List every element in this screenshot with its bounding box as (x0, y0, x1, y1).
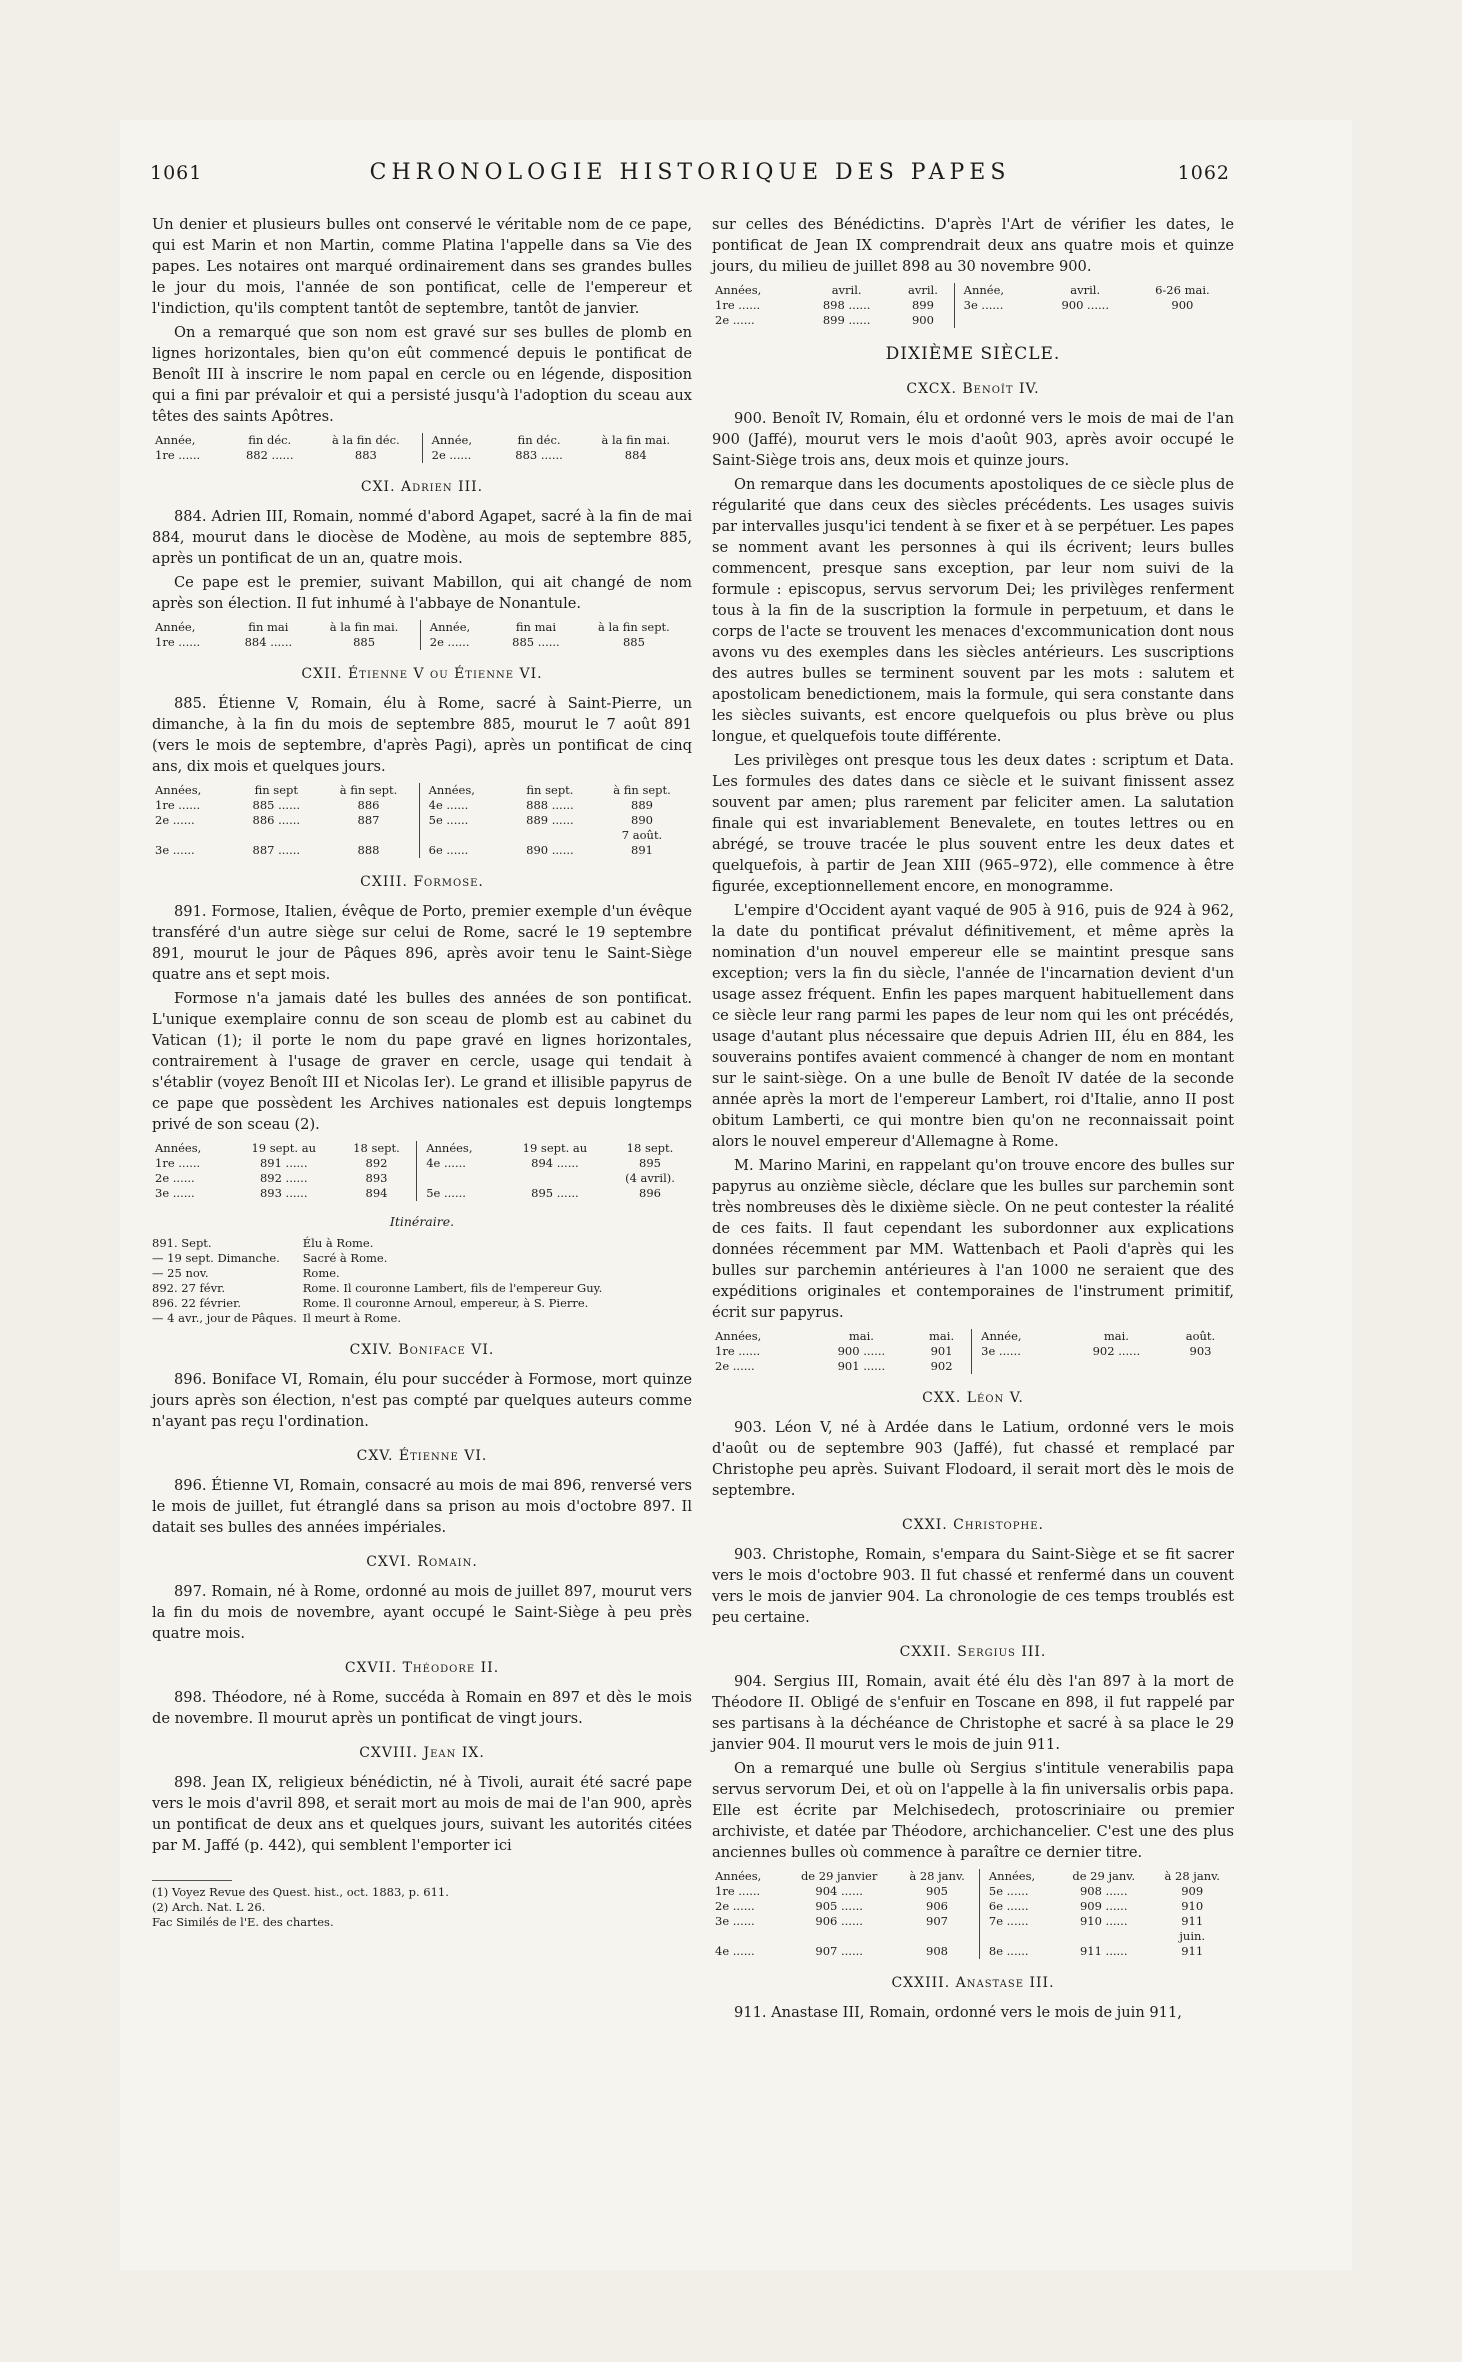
paragraph: Les privilèges ont presque tous les deux dates : scriptum et Data. Les formules des dates dans ce siècle et le suivant finissent assez souvent par amen; plus rarement par feliciter amen. La salutation finale qui est invariablement Benevalete, en toutes lettres ou en abrégé, se trouve tracée le plus souvent entre les deux dates et quelquefois, à partir de Jean XIII (965–972), elle commence à être figurée, exceptionnellement encore, en monogramme. (712, 752, 1234, 895)
itinerary-table (152, 1236, 608, 1326)
table-cell: à la fin sept. (598, 620, 670, 634)
table-cell: 2e ...... (431, 448, 472, 462)
section-title: CXX. Léon V. (922, 1390, 1024, 1406)
itinerary-title: Itinéraire. (389, 1214, 455, 1229)
table-cell: 911 (1181, 1914, 1204, 1928)
table-cell: fin mai (515, 620, 557, 634)
paragraph: Un denier et plusieurs bulles ont conservé le véritable nom de ce pape, qui est Marin et non Martin, comme Platina l'appelle dans sa Vie des papes. Les notaires ont marqué ordinairement dans ses grandes bulles le jour du mois, l'année de son pontificat, celle de l'empereur et l'indiction, qu'ils comptent tantôt de septembre, tantôt de janvier. (152, 216, 692, 317)
table-cell (978, 1359, 1066, 1374)
paragraph: Formose n'a jamais daté les bulles des années de son pontificat. L'unique exemplaire connu de son sceau de plomb est au cabinet du Vatican (1); il porte le nom du pape gravé en lignes horizontales, contrairement à l'usage de graver en cercle, usage qui tendait à s'établir (voyez Benoît III et Nicolas Ier). Le grand et illisible papyrus de ce pape que possèdent les Archives nationales est depuis longtemps privé de son sceau (2). (152, 990, 692, 1133)
table-cell: 909 ...... (1079, 1899, 1128, 1913)
table-cell: 911 (1181, 1944, 1204, 1958)
section-title: CXI. Adrien III. (360, 479, 484, 495)
table-row (152, 798, 692, 813)
table-cell: Années, (428, 783, 475, 797)
table-cell: 2e ...... (429, 635, 470, 649)
table-row (712, 1359, 1234, 1374)
left-column (152, 214, 692, 1930)
table-cell: 895 (639, 1156, 661, 1170)
table-cell: 906 ...... (815, 1914, 863, 1928)
table-cell: 886 ...... (252, 813, 301, 827)
table-cell: mai. (848, 1329, 874, 1343)
section-title: CXVIII. Jean IX. (359, 1745, 485, 1761)
table-cell: 900 ...... (837, 1344, 886, 1358)
table-cell (152, 828, 234, 843)
table-row (152, 635, 692, 650)
table-cell (986, 1929, 1057, 1944)
table-cell: 902 (930, 1359, 953, 1373)
table-row (712, 1944, 1234, 1959)
paragraph: 898. Jean IX, religieux bénédictin, né à Tivoli, aurait été sacré pape vers le mois d'avril 898, et serait mort au mois de mai de l'an 900, après un pontificat de deux ans et quelques jours, suivant les autorités citées par M. Jaffé (p. 442), qui semblent l'emporter ici (152, 1774, 692, 1854)
table-cell: 908 (926, 1944, 948, 1958)
table-cell (1066, 1359, 1167, 1374)
table-cell (423, 1171, 502, 1186)
table-cell: 18 sept. (353, 1141, 400, 1155)
table-cell: 892 ...... (259, 1171, 308, 1185)
itinerary-date: — 19 sept. Dimanche. (152, 1251, 280, 1265)
table-cell: 907 (926, 1914, 948, 1928)
itinerary-row (152, 1296, 608, 1311)
table-cell: 19 sept. au (522, 1141, 588, 1155)
table-cell: 901 ...... (837, 1359, 886, 1373)
table-cell: 898 ...... (822, 298, 871, 312)
table-cell: 884 ...... (244, 635, 293, 649)
table-row (712, 1914, 1234, 1929)
table-cell: 893 ...... (259, 1186, 308, 1200)
table-cell: 6-26 mai. (1155, 283, 1210, 297)
table-cell: 4e ...... (426, 1156, 466, 1170)
table-cell (1167, 1359, 1234, 1374)
table-cell: 885 (353, 635, 376, 649)
table-cell: Années, (715, 1869, 762, 1883)
table-cell: 1re ...... (155, 635, 201, 649)
table-cell: à la fin mai. (329, 620, 399, 634)
table-cell: 885 ...... (252, 798, 301, 812)
section-title: CXXIII. Anastase III. (891, 1975, 1055, 1991)
table-cell: 905 ...... (815, 1899, 863, 1913)
paragraph: On a remarqué que son nom est gravé sur ses bulles de plomb en lignes horizontales, bien qu'on eût commencé depuis le pontificat de Benoît III à inscrire le nom papal en cercle ou en légende, disposition qui a fini par prévaloir et qui a persisté jusqu'à l'adoption du sceau aux têtes des saints Apôtres. (152, 324, 692, 425)
paragraph: 903. Léon V, né à Ardée dans le Latium, ordonné vers le mois d'août ou de septembre 903 (Jaffé), fut chassé et remplacé par Christophe peu après. Suivant Flodoard, il serait mort dès le mois de septembre. (712, 1419, 1234, 1499)
table-cell: 908 ...... (1079, 1884, 1128, 1898)
paragraph: 896. Boniface VI, Romain, élu pour succéder à Formose, mort quinze jours après son élection, n'est pas compté par quelques auteurs comme n'ayant pas reçu l'ordination. (152, 1371, 692, 1430)
table-cell: 5e ...... (428, 813, 469, 827)
table-cell: Année, (981, 1329, 1022, 1343)
table-cell: 2e ...... (715, 313, 755, 327)
table-cell: 910 (1181, 1899, 1204, 1913)
table-cell: fin mai (248, 620, 289, 634)
table-cell: 894 ...... (531, 1156, 579, 1170)
table-cell: Année, (431, 433, 473, 447)
table-cell: à la fin déc. (332, 433, 400, 447)
section-title: CXXII. Sergius III. (899, 1644, 1047, 1660)
table-cell: 899 (911, 298, 934, 312)
table-cell: fin sept. (526, 783, 574, 797)
table-row (152, 783, 692, 798)
paragraph: On remarque dans les documents apostoliques de ce siècle plus de régularité que dans ceux des siècles précédents. Les usages suivis par intervalles jusqu'ici tendent à se fixer et à se perpétuer. Les papes se nomment avant les personnes à qui ils écrivent; leurs bulles commencent, presque sans exception, par leur nom suivi de la formule : episcopus, servus servorum Dei; les privilèges renferment tous à la fin de la suscription la formule in perpetuum, et dans le corps de l'acte se trouvent les menaces d'excommunication dont nous avons vu des exemples dans les siècles antérieurs. Les suscriptions des autres bulles se terminent souvent par les mots : salutem et apostolicam benedictionem, mais la formule, qui sera constante dans les siècles suivants, est encore quelquefois ou plus brève ou plus longue, et quelquefois toute différente. (712, 476, 1234, 745)
table-cell: 1re ...... (715, 1884, 761, 1898)
itinerary-event: Il meurt à Rome. (302, 1311, 401, 1325)
table-row (712, 1869, 1234, 1884)
table-cell: avril. (1070, 283, 1101, 297)
table-row (152, 1156, 692, 1171)
table-cell: 3e ...... (155, 1186, 195, 1200)
table-cell (234, 828, 318, 843)
table-cell: Années, (715, 283, 762, 297)
paragraph: sur celles des Bénédictins. D'après l'Art de vérifier les dates, le pontificat de Jean IX comprendrait deux ans quatre mois et quinze jours, du milieu de juillet 898 au 30 novembre 900. (712, 216, 1234, 275)
table-cell: 885 ...... (512, 635, 560, 649)
table-cell: de 29 janv. (1072, 1869, 1136, 1883)
itinerary-row (152, 1311, 608, 1326)
table-cell: 883 (354, 448, 377, 462)
table-cell: à la fin mai. (601, 433, 670, 447)
table-cell: 889 ...... (526, 813, 574, 827)
table-cell: 1re ...... (715, 298, 761, 312)
table-cell: mai. (929, 1329, 955, 1343)
table-cell: 1re ...... (715, 1344, 761, 1358)
itinerary-row (152, 1266, 608, 1281)
years-table (712, 283, 1234, 328)
table-row (152, 620, 692, 635)
itinerary-date: 896. 22 février. (152, 1296, 241, 1310)
table-row (712, 283, 1234, 298)
table-cell: de 29 janvier (800, 1869, 878, 1883)
table-cell: 895 ...... (531, 1186, 579, 1200)
itinerary-event: Rome. (302, 1266, 340, 1280)
paragraph: 891. Formose, Italien, évêque de Porto, premier exemple d'un évêque transféré d'un autre siège sur celui de Rome, sacré le 19 septembre 891, mourut le jour de Pâques 896, après avoir tenu le Saint-Siège quatre ans et sept mois. (152, 903, 692, 983)
table-cell: 3e ...... (981, 1344, 1021, 1358)
paragraph: 898. Théodore, né à Rome, succéda à Romain en 897 et dès le mois de novembre. Il mourut après un pontificat de vingt jours. (152, 1689, 692, 1727)
table-cell: à fin sept. (339, 783, 398, 797)
table-cell: Années, (155, 1141, 202, 1155)
table-cell (502, 1171, 608, 1186)
table-cell: 894 (365, 1186, 388, 1200)
table-cell (426, 828, 508, 843)
table-cell: 7e ...... (988, 1914, 1029, 1928)
paragraph: 885. Étienne V, Romain, élu à Rome, sacré à Saint-Pierre, un dimanche, à la fin du mois de septembre 885, mourut le 7 août 891 (vers le mois de septembre, d'après Pagi), après un pontificat de cinq ans, dix mois et quelques jours. (152, 695, 692, 775)
running-title: CHRONOLOGIE HISTORIQUE DES PAPES (369, 160, 1011, 185)
footnote-rule (152, 1880, 232, 1881)
footnote: (1) Voyez Revue des Quest. hist., oct. 1883, p. 611. (152, 1885, 449, 1899)
table-cell: Année, (155, 620, 196, 634)
table-cell: 886 (357, 798, 380, 812)
table-cell: 884 (624, 448, 647, 462)
table-cell: 911 ...... (1079, 1944, 1128, 1958)
right-column (712, 214, 1234, 2026)
itinerary-event: Sacré à Rome. (302, 1251, 388, 1265)
section-title: CXII. Étienne V ou Étienne VI. (301, 666, 543, 682)
table-cell (961, 313, 1040, 328)
table-cell: 885 (622, 635, 645, 649)
table-cell: 910 ...... (1079, 1914, 1128, 1928)
table-cell (1057, 1929, 1150, 1944)
paragraph: M. Marino Marini, en rappelant qu'on trouve encore des bulles sur papyrus au onzième siècle, déclare que les bulles sur parchemin sont très nombreuses dès le dixième siècle. On ne peut contester la réalité de ces faits. Il faut cependant les subordonner aux explications données récemment par MM. Wattenbach et Paoli d'après qui les bulles sur parchemin antérieures à l'an 1000 ne seraient que des expéditions originales et contemporaines de l'instrument primitif, écrit sur papyrus. (712, 1157, 1234, 1321)
table-cell: avril. (831, 283, 862, 297)
century-title: DIXIÈME SIÈCLE. (885, 344, 1061, 364)
section-title: CXIV. Boniface VI. (349, 1342, 495, 1358)
table-cell: Années, (715, 1329, 762, 1343)
table-cell: 887 (357, 813, 380, 827)
table-cell: 903 (1189, 1344, 1212, 1358)
table-row (152, 813, 692, 828)
table-cell: 887 ...... (252, 843, 301, 857)
footnotes (152, 1880, 692, 1930)
paragraph: 896. Étienne VI, Romain, consacré au mois de mai 896, renversé vers le mois de juillet, fut étranglé dans sa prison au mois d'octobre 897. Il datait ses bulles des années impériales. (152, 1477, 692, 1536)
table-cell: 890 (631, 813, 653, 827)
table-cell: 2e ...... (715, 1359, 755, 1373)
table-cell: Années, (988, 1869, 1036, 1883)
table-row (712, 1899, 1234, 1914)
table-row (152, 433, 692, 448)
paragraph: L'empire d'Occident ayant vaqué de 905 à 916, puis de 924 à 962, la date du pontificat prévalut définitivement, et même après la nomination d'un nouvel empereur elle se maintint presque sans exception; vers la fin du siècle, l'année de l'incarnation devient d'un usage assez fréquent. Enfin les papes marquent habituellement dans ce siècle leur rang parmi les papes de leur nom qui les ont précédés, usage d'autant plus nécessaire que depuis Adrien III, élu en 884, les souverains pontifes avaient commencé à changer de nom en montant sur le saint-siège. On a une bulle de Benoît IV datée de la seconde année après la mort de l'empereur Lambert, roi d'Italie, anno II post obitum Lamberti, ce qui montre bien qu'on ne reconnaissait point alors le nouvel empereur d'Allemagne à Rome. (712, 902, 1234, 1150)
table-cell: 5e ...... (426, 1186, 466, 1200)
table-cell: 882 ...... (245, 448, 294, 462)
table-cell: fin déc. (248, 433, 292, 447)
table-row (152, 1186, 692, 1201)
table-cell: fin sept (254, 783, 298, 797)
table-cell (318, 828, 419, 843)
table-cell (1131, 313, 1234, 328)
itinerary-row (152, 1236, 608, 1251)
paragraph: On a remarqué une bulle où Sergius s'intitule venerabilis papa servus servorum Dei, et où on l'appelle à la fin universalis orbis papa. Elle est écrite par Melchisedech, protoscriniaire ou premier archiviste, et datée par Théodore, archichancelier. C'est une des plus anciennes bulles où commence à paraître ce dernier titre. (712, 1760, 1234, 1861)
table-cell: 4e ...... (428, 798, 469, 812)
table-row (152, 448, 692, 463)
table-cell: 907 ...... (815, 1944, 863, 1958)
table-cell: 2e ...... (155, 813, 195, 827)
table-cell: 3e ...... (963, 298, 1004, 312)
table-cell: 900 (911, 313, 934, 327)
table-cell: 904 ...... (815, 1884, 863, 1898)
table-cell (508, 828, 592, 843)
years-table (712, 1329, 1234, 1374)
left-page-number: 1061 (150, 162, 203, 184)
table-cell (1040, 313, 1131, 328)
years-table (712, 1869, 1234, 1959)
itinerary-row (152, 1281, 608, 1296)
table-cell: 900 ...... (1061, 298, 1109, 312)
table-row (712, 1929, 1234, 1944)
table-cell: 905 (926, 1884, 948, 1898)
table-cell: à 28 janv. (1164, 1869, 1220, 1883)
table-cell: 1re ...... (155, 798, 201, 812)
table-row (152, 1171, 692, 1186)
table-cell: 906 (926, 1899, 948, 1913)
table-cell: 1re ...... (155, 1156, 201, 1170)
table-row (152, 1141, 692, 1156)
table-cell: à fin sept. (613, 783, 671, 797)
section-title: CXV. Étienne VI. (356, 1448, 488, 1464)
years-table (152, 1141, 692, 1201)
table-cell: 2e ...... (155, 1171, 195, 1185)
table-cell: 1re ...... (155, 448, 201, 462)
page-header (150, 160, 1230, 200)
table-row (712, 298, 1234, 313)
right-page-number: 1062 (1177, 162, 1230, 184)
table-cell: 890 ...... (526, 843, 574, 857)
table-cell: (4 avril). (625, 1171, 675, 1185)
table-cell: 4e ...... (715, 1944, 755, 1958)
table-cell: 901 (930, 1344, 953, 1358)
footnote: (2) Arch. Nat. L 26. (152, 1900, 266, 1914)
table-cell: août. (1185, 1329, 1216, 1343)
itinerary-event: Élu à Rome. (302, 1236, 374, 1250)
section-title: CXCX. Benoît IV. (906, 381, 1040, 397)
table-cell (712, 1929, 783, 1944)
paragraph: Ce pape est le premier, suivant Mabillon, qui ait changé de nom après son élection. Il fut inhumé à l'abbaye de Nonantule. (152, 574, 692, 612)
table-row (712, 1329, 1234, 1344)
table-cell: 7 août. (621, 828, 663, 842)
table-cell: 909 (1181, 1884, 1204, 1898)
table-cell: Années, (155, 783, 202, 797)
table-cell: 6e ...... (428, 843, 469, 857)
itinerary-date: — 25 nov. (152, 1266, 209, 1280)
table-cell: 883 ...... (515, 448, 563, 462)
table-cell (783, 1929, 895, 1944)
table-cell: 889 (631, 798, 653, 812)
table-cell: 8e ...... (988, 1944, 1029, 1958)
table-cell: fin déc. (517, 433, 561, 447)
table-row (152, 843, 692, 858)
table-cell: 888 (357, 843, 380, 857)
table-row (712, 1884, 1234, 1899)
section-title: CXIII. Formose. (360, 874, 484, 890)
table-cell: 902 ...... (1092, 1344, 1141, 1358)
table-cell: 893 (365, 1171, 388, 1185)
table-cell: mai. (1103, 1329, 1129, 1343)
table-cell: 891 (631, 843, 653, 857)
paragraph: 900. Benoît IV, Romain, élu et ordonné vers le mois de mai de l'an 900 (Jaffé), mourut vers le mois d'août 903, après avoir occupé le Saint-Siège trois ans, deux mois et quinze jours. (712, 410, 1234, 469)
paragraph: 903. Christophe, Romain, s'empara du Saint-Siège et se fit sacrer vers le mois d'octobre 903. Il fut chassé et renfermé dans un couvent vers le mois de janvier 904. La chronologie de ces temps troublés est peu certaine. (712, 1546, 1234, 1626)
table-cell: 3e ...... (715, 1914, 755, 1928)
table-cell: Année, (429, 620, 471, 634)
itinerary-date: — 4 avr., jour de Pâques. (152, 1311, 297, 1325)
years-table (152, 620, 692, 650)
section-title: CXXI. Christophe. (902, 1517, 1044, 1533)
table-cell: 900 (1171, 298, 1194, 312)
section-title: CXVII. Théodore II. (344, 1660, 500, 1676)
table-cell: juin. (1179, 1929, 1206, 1943)
itinerary-date: 891. Sept. (152, 1236, 212, 1250)
itinerary-row (152, 1251, 608, 1266)
paragraph: 904. Sergius III, Romain, avait été élu dès l'an 897 à la mort de Théodore II. Obligé de s'enfuir en Toscane en 898, il fut rappelé par ses partisans à la déchéance de Christophe et sacré à sa place le 29 janvier 904. Il mourut vers le mois de juin 911. (712, 1673, 1234, 1753)
table-cell: 3e ...... (155, 843, 195, 857)
paragraph: 884. Adrien III, Romain, nommé d'abord Agapet, sacré à la fin de mai 884, mourut dans le diocèse de Modène, au mois de septembre 885, après un pontificat de un an, quatre mois. (152, 508, 692, 567)
table-cell: 19 sept. au (251, 1141, 316, 1155)
table-cell: Année, (155, 433, 196, 447)
table-cell: 896 (639, 1186, 661, 1200)
table-cell (895, 1929, 979, 1944)
table-cell: 18 sept. (626, 1141, 674, 1155)
paragraph: 911. Anastase III, Romain, ordonné vers le mois de juin 911, (734, 2004, 1182, 2021)
years-table (152, 433, 692, 463)
table-cell: 888 ...... (526, 798, 574, 812)
footnote: Fac Similés de l'E. des chartes. (152, 1915, 334, 1929)
table-cell: à 28 janv. (909, 1869, 965, 1883)
table-cell: 891 ...... (259, 1156, 308, 1170)
years-table (152, 783, 692, 858)
table-row (712, 1344, 1234, 1359)
paragraph: 897. Romain, né à Rome, ordonné au mois de juillet 897, mourut vers la fin du mois de novembre, ayant occupé le Saint-Siège à peu près quatre mois. (152, 1583, 692, 1642)
table-cell: avril. (907, 283, 938, 297)
section-title: CXVI. Romain. (366, 1554, 478, 1570)
table-cell: 5e ...... (988, 1884, 1029, 1898)
table-cell: 6e ...... (988, 1899, 1029, 1913)
itinerary-event: Rome. Il couronne Lambert, fils de l'empereur Guy. (302, 1281, 603, 1295)
table-cell: 2e ...... (715, 1899, 755, 1913)
table-cell: 899 ...... (822, 313, 871, 327)
itinerary-event: Rome. Il couronne Arnoul, empereur, à S. Pierre. (302, 1296, 589, 1310)
table-row (152, 828, 692, 843)
table-cell: Années, (426, 1141, 473, 1155)
table-cell: Année, (963, 283, 1005, 297)
table-row (712, 313, 1234, 328)
table-cell: 892 (365, 1156, 388, 1170)
itinerary-date: 892. 27 févr. (152, 1281, 225, 1295)
